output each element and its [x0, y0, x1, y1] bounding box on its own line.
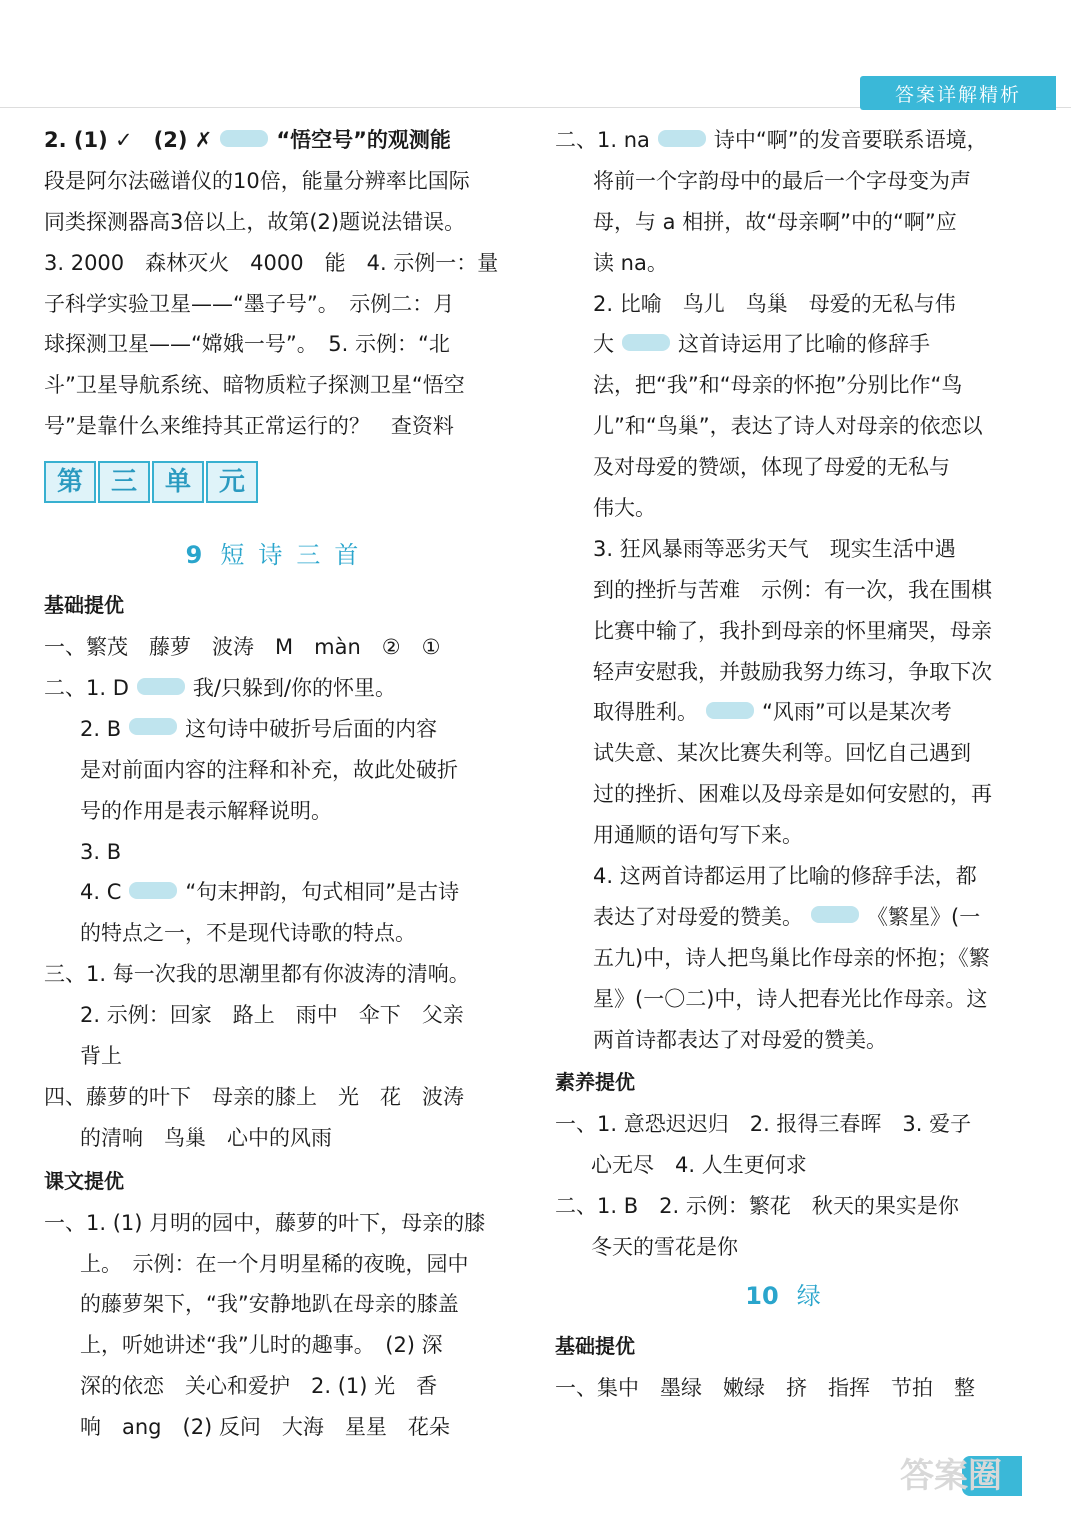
- answer-line: 子科学实验卫星——“墨子号”。 示例二：月: [44, 291, 455, 316]
- watermark: 答案圈: [900, 1456, 1002, 1496]
- lesson-title: 10 绿: [745, 1282, 835, 1311]
- answer-line: 取得胜利。 “风雨”可以是某次考: [593, 700, 952, 725]
- answer-line: 响 ang (2) 反问 大海 星星 花朵: [80, 1415, 450, 1440]
- answer-line: 二、1. na 诗中“啊”的发音要联系语境，: [555, 128, 988, 152]
- answer-line: 同类探测器高3倍以上，故第(2)题说法错误。: [44, 209, 466, 234]
- answer-line: 球探测卫星——“嫦娥一号”。 5. 示例：“北: [44, 332, 450, 357]
- answer-line: 三、1. 每一次我的思潮里都有你波涛的清响。: [44, 962, 470, 987]
- answer-line: 表达了对母爱的赞美。 《繁星》(一: [593, 904, 981, 929]
- answer-line: 母，与 a 相拼，故“母亲啊”中的“啊”应: [593, 209, 957, 234]
- answer-line: 斗”卫星导航系统、暗物质粒子探测卫星“悟空: [44, 373, 465, 398]
- answer-line: 星》(一〇二)中，诗人把春光比作母亲。这: [593, 986, 988, 1011]
- section-heading: 基础提优: [555, 1334, 635, 1359]
- answer-line: 二、1. B 2. 示例：繁花 秋天的果实是你: [555, 1194, 959, 1219]
- answer-line: 用通顺的语句写下来。: [593, 823, 803, 848]
- answer-line: 儿”和“鸟巢”，表达了诗人对母亲的依恋以: [593, 414, 983, 439]
- answer-line: 3. B: [80, 839, 122, 864]
- answer-line: 到的挫折与苦难 示例：有一次，我在围棋: [593, 577, 992, 602]
- answer-line: 2. (1) ✓ (2) ✗ “悟空号”的观测能: [44, 128, 451, 152]
- answer-line: 读 na。: [593, 250, 668, 275]
- answer-line: 一、繁茂 藤萝 波涛 M màn ② ①: [44, 635, 441, 660]
- answer-line: 二、1. D 我/只躲到/你的怀里。: [44, 676, 397, 701]
- right-column: [555, 120, 1025, 1409]
- answer-line: 上，听她讲述“我”儿时的趣事。 (2) 深: [80, 1333, 443, 1358]
- answer-line: 将前一个字韵母中的最后一个字母变为声: [593, 168, 971, 193]
- answer-line: 3. 狂风暴雨等恶劣天气 现实生活中遇: [593, 536, 956, 561]
- answer-line: 伟大。: [593, 496, 656, 521]
- answer-line: 背上: [80, 1044, 122, 1069]
- lesson-title: 9 短诗三首: [185, 541, 373, 570]
- answer-line: 3. 2000 森林灭火 4000 能 4. 示例一：量: [44, 250, 499, 275]
- section-heading: 素养提优: [555, 1070, 635, 1095]
- answer-line: 四、藤萝的叶下 母亲的膝上 光 花 波涛: [44, 1084, 464, 1109]
- answer-line: 2. 比喻 鸟儿 鸟巢 母爱的无私与伟: [593, 291, 956, 316]
- answer-line: 比赛中输了，我扑到母亲的怀里痛哭，母亲: [593, 618, 992, 643]
- answer-line: 试失意、某次比赛失利等。回忆自己遇到: [593, 741, 971, 766]
- section-heading: 课文提优: [44, 1168, 124, 1193]
- section-heading: 基础提优: [44, 593, 124, 618]
- analysis-tag: [129, 882, 177, 899]
- answer-line: 号”是靠什么来维持其正常运行的？ 查资料: [44, 414, 454, 439]
- answer-line: 是对前面内容的注释和补充，故此处破折: [80, 757, 458, 782]
- answer-line: 4. 这两首诗都运用了比喻的修辞手法，都: [593, 864, 977, 889]
- analysis-tag: [137, 678, 185, 695]
- answer-line: 冬天的雪花是你: [591, 1235, 738, 1260]
- analysis-tag: [129, 718, 177, 735]
- answer-line: 2. 示例：回家 路上 雨中 伞下 父亲: [80, 1003, 464, 1028]
- answer-line: 一、1. 意恐迟迟归 2. 报得三春晖 3. 爱子: [555, 1112, 972, 1137]
- answer-line: 一、集中 墨绿 嫩绿 挤 指挥 节拍 整: [555, 1376, 975, 1401]
- answer-line: 的清响 鸟巢 心中的风雨: [80, 1125, 332, 1150]
- answer-line: 4. C “句末押韵，句式相同”是古诗: [80, 880, 460, 905]
- analysis-tag: [811, 906, 859, 923]
- answer-line: 2. B 这句诗中破折号后面的内容: [80, 716, 438, 741]
- answer-line: 轻声安慰我，并鼓励我努力练习，争取下次: [593, 659, 992, 684]
- answer-line: 的特点之一，不是现代诗歌的特点。: [80, 921, 416, 946]
- left-column: [44, 120, 514, 1448]
- analysis-tag: [622, 334, 670, 351]
- answer-line: 段是阿尔法磁谱仪的10倍，能量分辨率比国际: [44, 168, 470, 193]
- answer-line: 两首诗都表达了对母爱的赞美。: [593, 1027, 887, 1052]
- unit-title: 第 三 单 元: [44, 461, 514, 503]
- answer-line: 及对母爱的赞颂，体现了母爱的无私与: [593, 455, 950, 480]
- answer-line: 大 这首诗运用了比喻的修辞手: [593, 332, 930, 357]
- analysis-tag: [220, 130, 268, 147]
- answer-line: 的藤萝架下，“我”安静地趴在母亲的膝盖: [80, 1292, 459, 1317]
- answer-line: 上。 示例：在一个月明星稀的夜晚，园中: [80, 1251, 469, 1276]
- answer-line: 一、1. (1) 月明的园中，藤萝的叶下，母亲的膝: [44, 1210, 486, 1235]
- answer-line: 法，把“我”和“母亲的怀抱”分别比作“鸟: [593, 373, 963, 398]
- answer-line: 过的挫折、困难以及母亲是如何安慰的，再: [593, 782, 992, 807]
- analysis-tag: [706, 702, 754, 719]
- answer-line: 五九)中，诗人把鸟巢比作母亲的怀抱；《繁: [593, 945, 990, 970]
- analysis-tag: [658, 130, 706, 147]
- answer-line: 心无尽 4. 人生更何求: [591, 1153, 807, 1178]
- header-tag: 答案详解精析: [860, 76, 1056, 110]
- answer-line: 号的作用是表示解释说明。: [80, 798, 332, 823]
- answer-line: 深的依恋 关心和爱护 2. (1) 光 香: [80, 1374, 438, 1399]
